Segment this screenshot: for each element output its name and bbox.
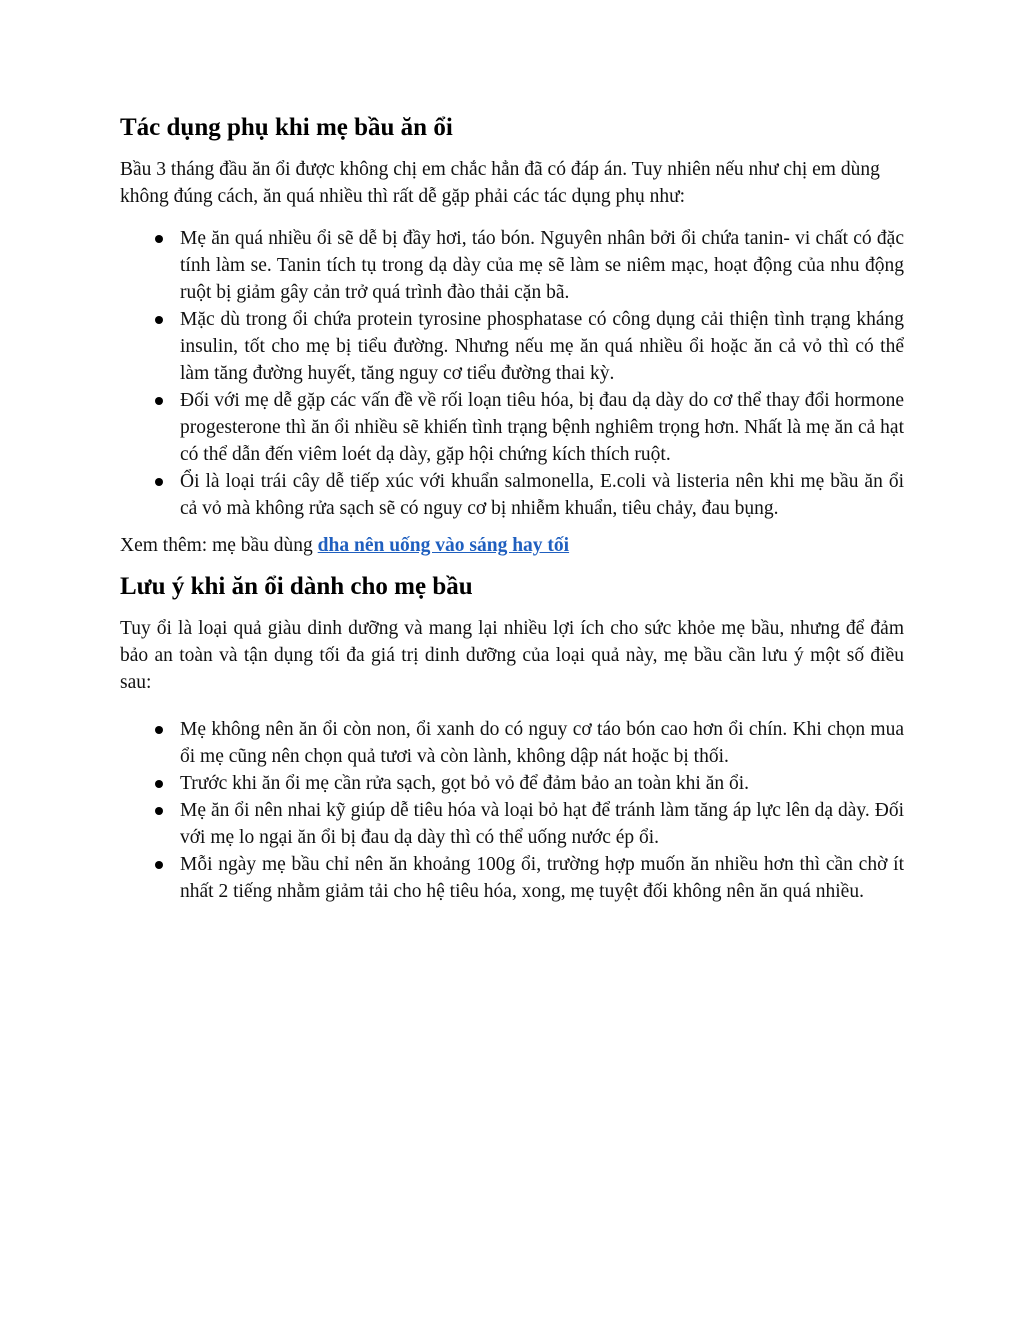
list-item [120,468,904,522]
bullet-icon [155,316,163,324]
list-item-text: Đối với mẹ dễ gặp các vấn đề về rối loạn tiêu hóa, bị đau dạ dày do cơ thể thay đổi hormone progesterone thì ăn ổi nhiều sẽ khiến tình trạng bệnh nghiêm trọng hơn. Nhất là mẹ ăn cả hạt có thể dẫn đến viêm loét dạ dày, gặp hội chứng kích thích ruột. [180,390,904,465]
list-item [120,797,904,851]
list-item-text: Mẹ ăn ổi nên nhai kỹ giúp dễ tiêu hóa và loại bỏ hạt để tránh làm tăng áp lực lên dạ dày. Đối với mẹ lo ngại ăn ổi bị đau dạ dày thì có thể uống nước ép ổi. [180,800,904,848]
see-also-link[interactable]: dha nên uống vào sáng hay tối [317,535,570,556]
list-item [120,306,904,387]
precautions-list [120,716,904,905]
bullet-icon [155,397,163,405]
document-page [120,112,904,905]
list-item-text: Trước khi ăn ổi mẹ cần rửa sạch, gọt bỏ vỏ để đảm bảo an toàn khi ăn ổi. [180,773,750,794]
side-effects-list [120,225,904,522]
list-item [120,225,904,306]
section-intro-side-effects: Bầu 3 tháng đầu ăn ổi được không chị em chắc hẳn đã có đáp án. Tuy nhiên nếu như chị em dùng không đúng cách, ăn quá nhiều thì rất dễ gặp phải các tác dụng phụ như: [120,159,880,207]
bullet-icon [155,780,163,788]
section-heading-side-effects: Tác dụng phụ khi mẹ bầu ăn ổi [120,114,453,141]
see-also-prefix: Xem thêm: mẹ bầu dùng [120,535,318,556]
bullet-icon [155,861,163,869]
list-item [120,851,904,905]
list-item-text: Ổi là loại trái cây dễ tiếp xúc với khuẩn salmonella, E.coli và listeria nên khi mẹ bầu ăn ổi cả vỏ mà không rửa sạch sẽ có nguy cơ bị nhiễm khuẩn, tiêu chảy, đau bụng. [180,471,904,519]
section-heading-precautions: Lưu ý khi ăn ổi dành cho mẹ bầu [120,573,473,600]
see-also-line [120,532,904,559]
bullet-icon [155,478,163,486]
list-item-text: Mặc dù trong ổi chứa protein tyrosine phosphatase có công dụng cải thiện tình trạng kháng insulin, tốt cho mẹ bị tiểu đường. Nhưng nếu mẹ ăn quá nhiều ổi hoặc ăn cả vỏ thì có thể làm tăng đường huyết, tăng nguy cơ tiểu đường thai kỳ. [180,309,904,384]
section-intro-precautions: Tuy ổi là loại quả giàu dinh dưỡng và mang lại nhiều lợi ích cho sức khỏe mẹ bầu, nhưng để đảm bảo an toàn và tận dụng tối đa giá trị dinh dưỡng của loại quả này, mẹ bầu cần lưu ý một số điều sau: [120,618,904,693]
bullet-icon [155,726,163,734]
list-item-text: Mỗi ngày mẹ bầu chỉ nên ăn khoảng 100g ổi, trường hợp muốn ăn nhiều hơn thì cần chờ ít nhất 2 tiếng nhằm giảm tải cho hệ tiêu hóa, xong, mẹ tuyệt đối không nên ăn quá nhiều. [180,854,904,902]
bullet-icon [155,235,163,243]
list-item-text: Mẹ ăn quá nhiều ổi sẽ dễ bị đầy hơi, táo bón. Nguyên nhân bởi ổi chứa tanin- vi chất có đặc tính làm se. Tanin tích tụ trong dạ dày của mẹ sẽ làm se niêm mạc, hoạt động của nhu động ruột bị giảm gây cản trở quá trình đào thải cặn bã. [180,228,904,303]
bullet-icon [155,807,163,815]
list-item [120,770,904,797]
list-item [120,716,904,770]
list-item [120,387,904,468]
list-item-text: Mẹ không nên ăn ổi còn non, ổi xanh do có nguy cơ táo bón cao hơn ổi chín. Khi chọn mua ổi mẹ cũng nên chọn quả tươi và còn lành, không dập nát hoặc bị thối. [180,719,904,767]
